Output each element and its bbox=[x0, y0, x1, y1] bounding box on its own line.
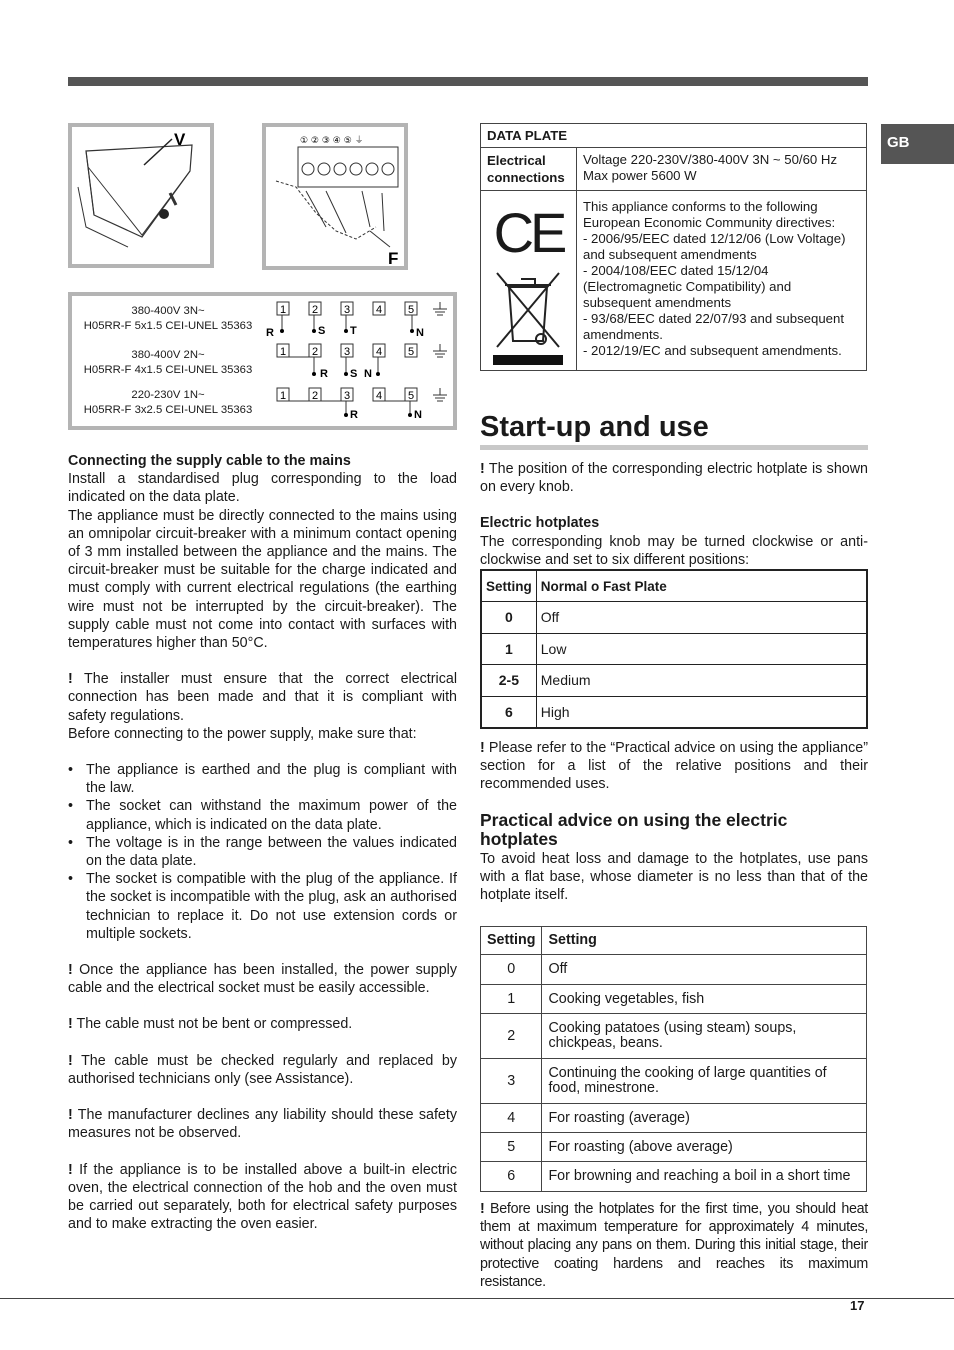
table-cell: 1 bbox=[481, 985, 542, 1014]
table-row bbox=[481, 633, 867, 665]
table-cell: 5 bbox=[481, 1133, 542, 1162]
knob-settings-table bbox=[480, 569, 868, 729]
table-cell: For roasting (average) bbox=[542, 1104, 867, 1133]
table-row bbox=[481, 1133, 867, 1162]
svg-text:2: 2 bbox=[312, 304, 319, 316]
svg-text:3: 3 bbox=[344, 346, 351, 358]
svg-text:R: R bbox=[320, 368, 328, 380]
table-cell: Off bbox=[542, 955, 867, 985]
table-row bbox=[481, 1059, 867, 1104]
svg-text:1: 1 bbox=[280, 304, 287, 316]
terminal-block-drawing bbox=[266, 127, 404, 266]
table-cell: 2-5 bbox=[481, 665, 536, 697]
section-heading: Practical advice on using the electric hotplates bbox=[480, 810, 788, 849]
table-cell: 0 bbox=[481, 602, 536, 634]
list-item: • The voltage is in the range between the values indicated on the data plate. bbox=[68, 834, 457, 870]
svg-text:S: S bbox=[318, 325, 326, 337]
directives-text: This appliance conforms to the following European Economic Community directives: - 2006/95/EEC dated 12/12/06 (Low Voltage) and subsequent amendments - 2004/108/EEC dated 15/12/04 (Electromagnetic Compatibility) and subsequent amendments - 93/68/EEC dated 22/07/93 and subsequent amendments. - 2012/19/EC and subsequent amendments. bbox=[583, 199, 846, 358]
svg-text:5: 5 bbox=[408, 304, 415, 316]
table-row bbox=[481, 665, 867, 697]
table-header: Setting bbox=[542, 927, 867, 955]
table-header: Setting bbox=[481, 927, 542, 955]
electrical-label: Electrical connections bbox=[481, 148, 577, 190]
paragraph: The appliance must be directly connected to the mains using an omnipolar circuit-breaker with a minimum contact opening of 3 mm installed between the appliance and the mains. The circuit-breaker must be suitable for the charge indicated and must comply with current electrical regulations (the earthing wire must not be interrupted by the circuit-breaker). The supply cable must not come into contact with surfaces with temperatures higher than 50°C. bbox=[68, 507, 457, 652]
table-header: Normal o Fast Plate bbox=[536, 570, 867, 602]
wiring-label-3: 220-230V 1N~ H05RR-F 3x2.5 CEI-UNEL 35363 bbox=[83, 389, 253, 416]
table-header-row bbox=[481, 570, 867, 602]
svg-text:5: 5 bbox=[408, 346, 415, 358]
svg-text:N: N bbox=[414, 409, 422, 421]
data-plate bbox=[480, 123, 867, 371]
svg-text:N: N bbox=[416, 327, 424, 339]
table-cell: 6 bbox=[481, 696, 536, 728]
paragraph: The corresponding knob may be turned clockwise or anti-clockwise and set to six different positions: bbox=[480, 533, 868, 568]
table-header: Setting bbox=[481, 570, 536, 602]
svg-text:3: 3 bbox=[344, 304, 351, 316]
table-cell: 2 bbox=[481, 1014, 542, 1059]
warning-paragraph: ! Once the appliance has been installed, the power supply cable and the electrical socket must be easily accessible. bbox=[68, 962, 457, 997]
table-row bbox=[481, 602, 867, 634]
advice-table bbox=[480, 926, 867, 1192]
page-title: Start-up and use bbox=[480, 409, 868, 450]
paragraph: Install a standardised plug corresponding to the load indicated on the data plate. bbox=[68, 471, 457, 506]
table-cell: 3 bbox=[481, 1059, 542, 1104]
hob-corner-drawing bbox=[72, 127, 210, 264]
table-row bbox=[481, 1014, 867, 1059]
list-item: • The socket can withstand the maximum power of the appliance, which is indicated on the data plate. bbox=[68, 797, 457, 833]
svg-text:R: R bbox=[266, 327, 274, 339]
table-row bbox=[481, 696, 867, 728]
table-row bbox=[481, 955, 867, 985]
terminal-row-3 bbox=[277, 388, 447, 421]
table-cell: 6 bbox=[481, 1162, 542, 1192]
warning-paragraph: ! If the appliance is to be installed above a built-in electric oven, the electrical connection of the hob and the oven must be carried out separately, both for electrical safety purposes and to make extracting the oven easier. bbox=[68, 1161, 457, 1233]
table-row bbox=[481, 985, 867, 1014]
ce-mark: CE bbox=[493, 201, 564, 264]
right-intro bbox=[480, 460, 868, 569]
table-row bbox=[481, 1104, 867, 1133]
table-header-row bbox=[481, 927, 867, 955]
table-cell: For roasting (above average) bbox=[542, 1133, 867, 1162]
data-plate-title: DATA PLATE bbox=[487, 128, 568, 143]
table-cell: 1 bbox=[481, 633, 536, 665]
table-cell: Off bbox=[536, 602, 867, 634]
footer-rule bbox=[0, 1298, 954, 1299]
page-number: 17 bbox=[850, 1298, 865, 1313]
warning-paragraph: ! The position of the corresponding electric hotplate is shown on every knob. bbox=[480, 461, 868, 496]
table-cell: Low bbox=[536, 633, 867, 665]
right-advice bbox=[480, 850, 868, 905]
right-final bbox=[480, 1200, 868, 1291]
svg-text:R: R bbox=[350, 409, 358, 421]
table-cell: Cooking vegetables, fish bbox=[542, 985, 867, 1014]
wiring-diagram bbox=[68, 292, 457, 430]
left-column bbox=[68, 452, 457, 1233]
paragraph: To avoid heat loss and damage to the hotplates, use pans with a flat base, whose diameter is no less than that of the hotplate itself. bbox=[480, 851, 868, 904]
language-tab: GB bbox=[881, 124, 954, 164]
label-f: F bbox=[388, 249, 399, 266]
marks-cell bbox=[481, 191, 577, 370]
label-v: V bbox=[174, 130, 186, 149]
subheading: Electric hotplates bbox=[480, 515, 600, 532]
terminal-rows bbox=[262, 296, 452, 426]
table-cell: Cooking patatoes (using steam) soups, chickpeas, beans. bbox=[542, 1014, 867, 1059]
wiring-label-1: 380-400V 3N~ H05RR-F 5x1.5 CEI-UNEL 35363 bbox=[83, 305, 253, 332]
svg-text:1: 1 bbox=[280, 390, 287, 402]
svg-text:S: S bbox=[350, 368, 358, 380]
warning-paragraph: ! The cable must not be bent or compressed. bbox=[68, 1016, 353, 1033]
weee-bin-icon bbox=[489, 267, 567, 367]
svg-text:2: 2 bbox=[312, 390, 319, 402]
svg-text:N: N bbox=[364, 368, 372, 380]
terminal-row-2 bbox=[277, 344, 447, 380]
paragraph: Before connecting to the power supply, make sure that: bbox=[68, 725, 417, 742]
header-rule bbox=[68, 77, 868, 86]
svg-text:3: 3 bbox=[344, 390, 351, 402]
wiring-label-2: 380-400V 2N~ H05RR-F 4x1.5 CEI-UNEL 35363 bbox=[83, 349, 253, 376]
svg-text:5: 5 bbox=[408, 390, 415, 402]
warning-paragraph: ! Before using the hotplates for the first time, you should heat them at maximum temperature for approximately 4 minutes, without placing any pans on them. During this initial stage, their protective coating hardens and reaches its maximum resistance. bbox=[480, 1201, 868, 1290]
table-cell: 0 bbox=[481, 955, 542, 985]
svg-text:4: 4 bbox=[376, 346, 383, 358]
list-item: • The socket is compatible with the plug of the appliance. If the socket is incompatible with the plug, ask an authorised technician to replace it. Do not use extension cords or multiple sockets. bbox=[68, 870, 457, 943]
table-cell: Continuing the cooking of large quantities of food, minestrone. bbox=[542, 1059, 867, 1104]
svg-text:4: 4 bbox=[376, 390, 383, 402]
terminal-row-1 bbox=[266, 302, 447, 339]
section-heading: Connecting the supply cable to the mains bbox=[68, 453, 351, 469]
svg-text:T: T bbox=[350, 325, 357, 337]
table-cell: For browning and reaching a boil in a short time bbox=[542, 1162, 867, 1192]
table-cell: Medium bbox=[536, 665, 867, 697]
warning-paragraph: ! The manufacturer declines any liability should these safety measures not be observed. bbox=[68, 1107, 457, 1142]
warning-paragraph: ! The cable must be checked regularly and replaced by authorised technicians only (see Assistance). bbox=[68, 1052, 457, 1087]
warning-paragraph: ! Please refer to the “Practical advice on using the appliance” section for a list of the relative positions and their recommended uses. bbox=[480, 740, 868, 793]
right-note bbox=[480, 739, 868, 794]
svg-text:2: 2 bbox=[312, 346, 319, 358]
warning-paragraph: ! The installer must ensure that the correct electrical connection has been made and that it is compliant with safety regulations. bbox=[68, 671, 457, 724]
table-cell: 4 bbox=[481, 1104, 542, 1133]
electrical-values: Voltage 220-230V/380-400V 3N ~ 50/60 Hz Max power 5600 W bbox=[583, 152, 838, 183]
terminal-numbers: ① ② ③ ④ ⑤ ⏚ bbox=[300, 136, 364, 146]
svg-text:1: 1 bbox=[280, 346, 287, 358]
checklist bbox=[68, 761, 457, 943]
table-cell: High bbox=[536, 696, 867, 728]
table-row bbox=[481, 1162, 867, 1192]
hob-corner-figure bbox=[68, 123, 214, 268]
list-item: • The appliance is earthed and the plug is compliant with the law. bbox=[68, 761, 457, 797]
terminal-block-figure bbox=[262, 123, 408, 270]
svg-text:4: 4 bbox=[376, 304, 383, 316]
